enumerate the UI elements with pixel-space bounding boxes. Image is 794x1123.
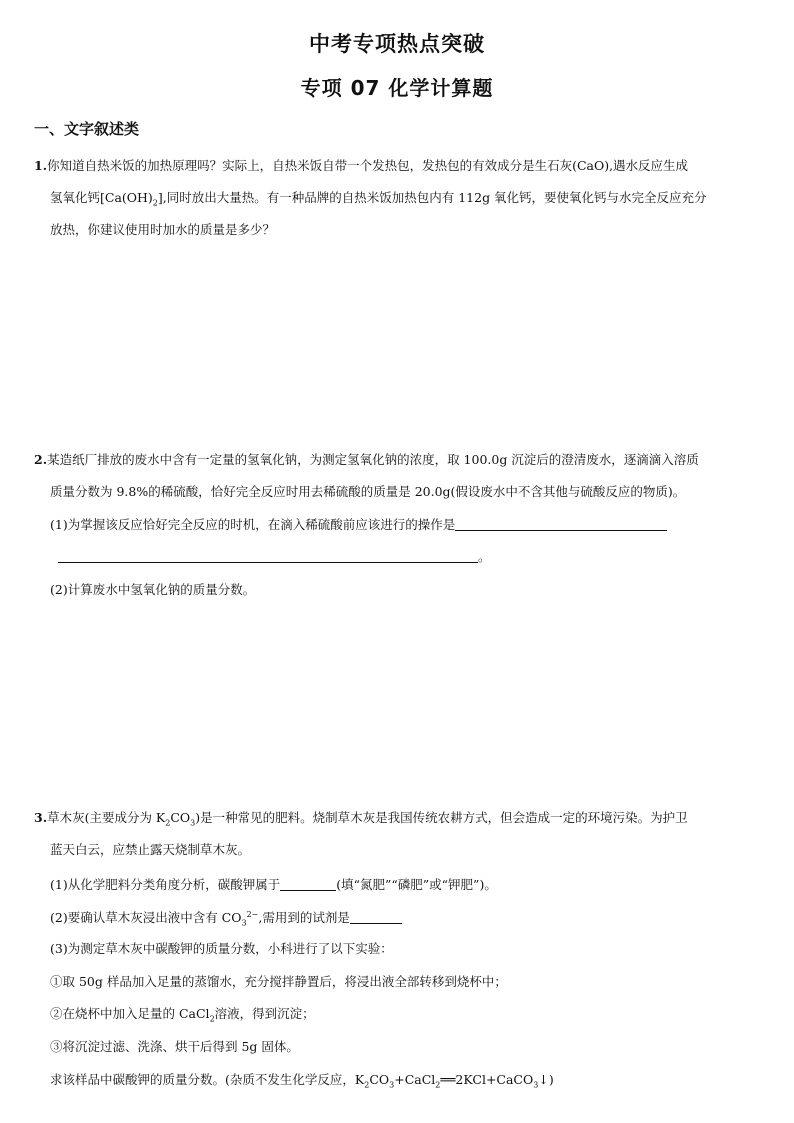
q1-line-1: 1.你知道自热米饭的加热原理吗？实际上，自热米饭自带一个发热包，发热包的有效成分是生石灰(CaO),遇水反应生成 <box>34 158 689 173</box>
q3-step-1: ①取 50g 样品加入足量的蒸馏水，充分搅拌静置后，将浸出液全部转移到烧杯中； <box>50 974 507 989</box>
q3-final-prompt: 求该样品中碳酸钾的质量分数。(杂质不发生化学反应，$K_2CO_3+CaCl_2══2KCl+CaCO_3↓$) <box>50 1072 554 1090</box>
q2-answer-blank-2[interactable] <box>58 548 478 563</box>
q3-line-2: 蓝天白云，应禁止露天烧制草木灰。 <box>50 842 251 857</box>
q2-sub-2: (2)计算废水中氢氧化钠的质量分数。 <box>50 582 256 597</box>
q1-number: 1. <box>34 158 48 173</box>
q2-line-1: 2.某造纸厂排放的废水中含有一定量的氢氧化钠，为测定氢氧化钠的浓度，取 100.0g 沉淀后的澄清废水，逐滴滴入溶质 <box>34 452 699 467</box>
q2-number: 2. <box>34 452 48 467</box>
q3-step-2: ②在烧杯中加入足量的 CaCl$_2$溶液，得到沉淀； <box>50 1006 315 1024</box>
page-subtitle: 专项 07 化学计算题 <box>300 76 494 100</box>
q3-sub-1: (1)从化学肥料分类角度分析，碳酸钾属于 (填“氮肥”“磷肥”或“钾肥”)。 <box>50 877 497 892</box>
q1-line-2: 氢氧化钙$[Ca(OH)_2]$,同时放出大量热。有一种品牌的自热米饭加热包内有 112g 氧化钙，要使氧化钙与水完全反应充分 <box>50 190 707 208</box>
q2-sub-1: (1)为掌握该反应恰好完全反应的时机，在滴入稀硫酸前应该进行的操作是 <box>50 516 667 533</box>
q3-line-1: 3.草木灰(主要成分为 $K_2CO_3$)是一种常见的肥料。烧制草木灰是我国传统农耕方式，但会造成一定的环境污染。为护卫 <box>34 810 688 828</box>
q3-answer-blank-2[interactable] <box>350 909 402 924</box>
q2-answer-blank-1[interactable] <box>455 516 667 531</box>
q3-number: 3. <box>34 810 48 825</box>
q3-answer-blank-1[interactable] <box>280 876 336 891</box>
page-title: 中考专项热点突破 <box>309 32 485 56</box>
q2-sub-1-cont: 。 <box>58 548 491 565</box>
q3-sub-3: (3)为测定草木灰中碳酸钾的质量分数，小科进行了以下实验： <box>50 941 393 956</box>
q2-line-2: 质量分数为 9.8%的稀硫酸，恰好完全反应时用去稀硫酸的质量是 20.0g(假设废水中不含其他与硫酸反应的物质)。 <box>50 484 686 499</box>
section-heading: 一、文字叙述类 <box>34 120 140 138</box>
q3-step-3: ③将沉淀过滤、洗涤、烘干后得到 5g 固体。 <box>50 1039 299 1054</box>
q3-sub-2: (2)要确认草木灰浸出液中含有 $CO_3^{2-}$,需用到的试剂是 <box>50 909 402 926</box>
q1-line-3: 放热，你建议使用时加水的质量是多少？ <box>50 222 276 237</box>
